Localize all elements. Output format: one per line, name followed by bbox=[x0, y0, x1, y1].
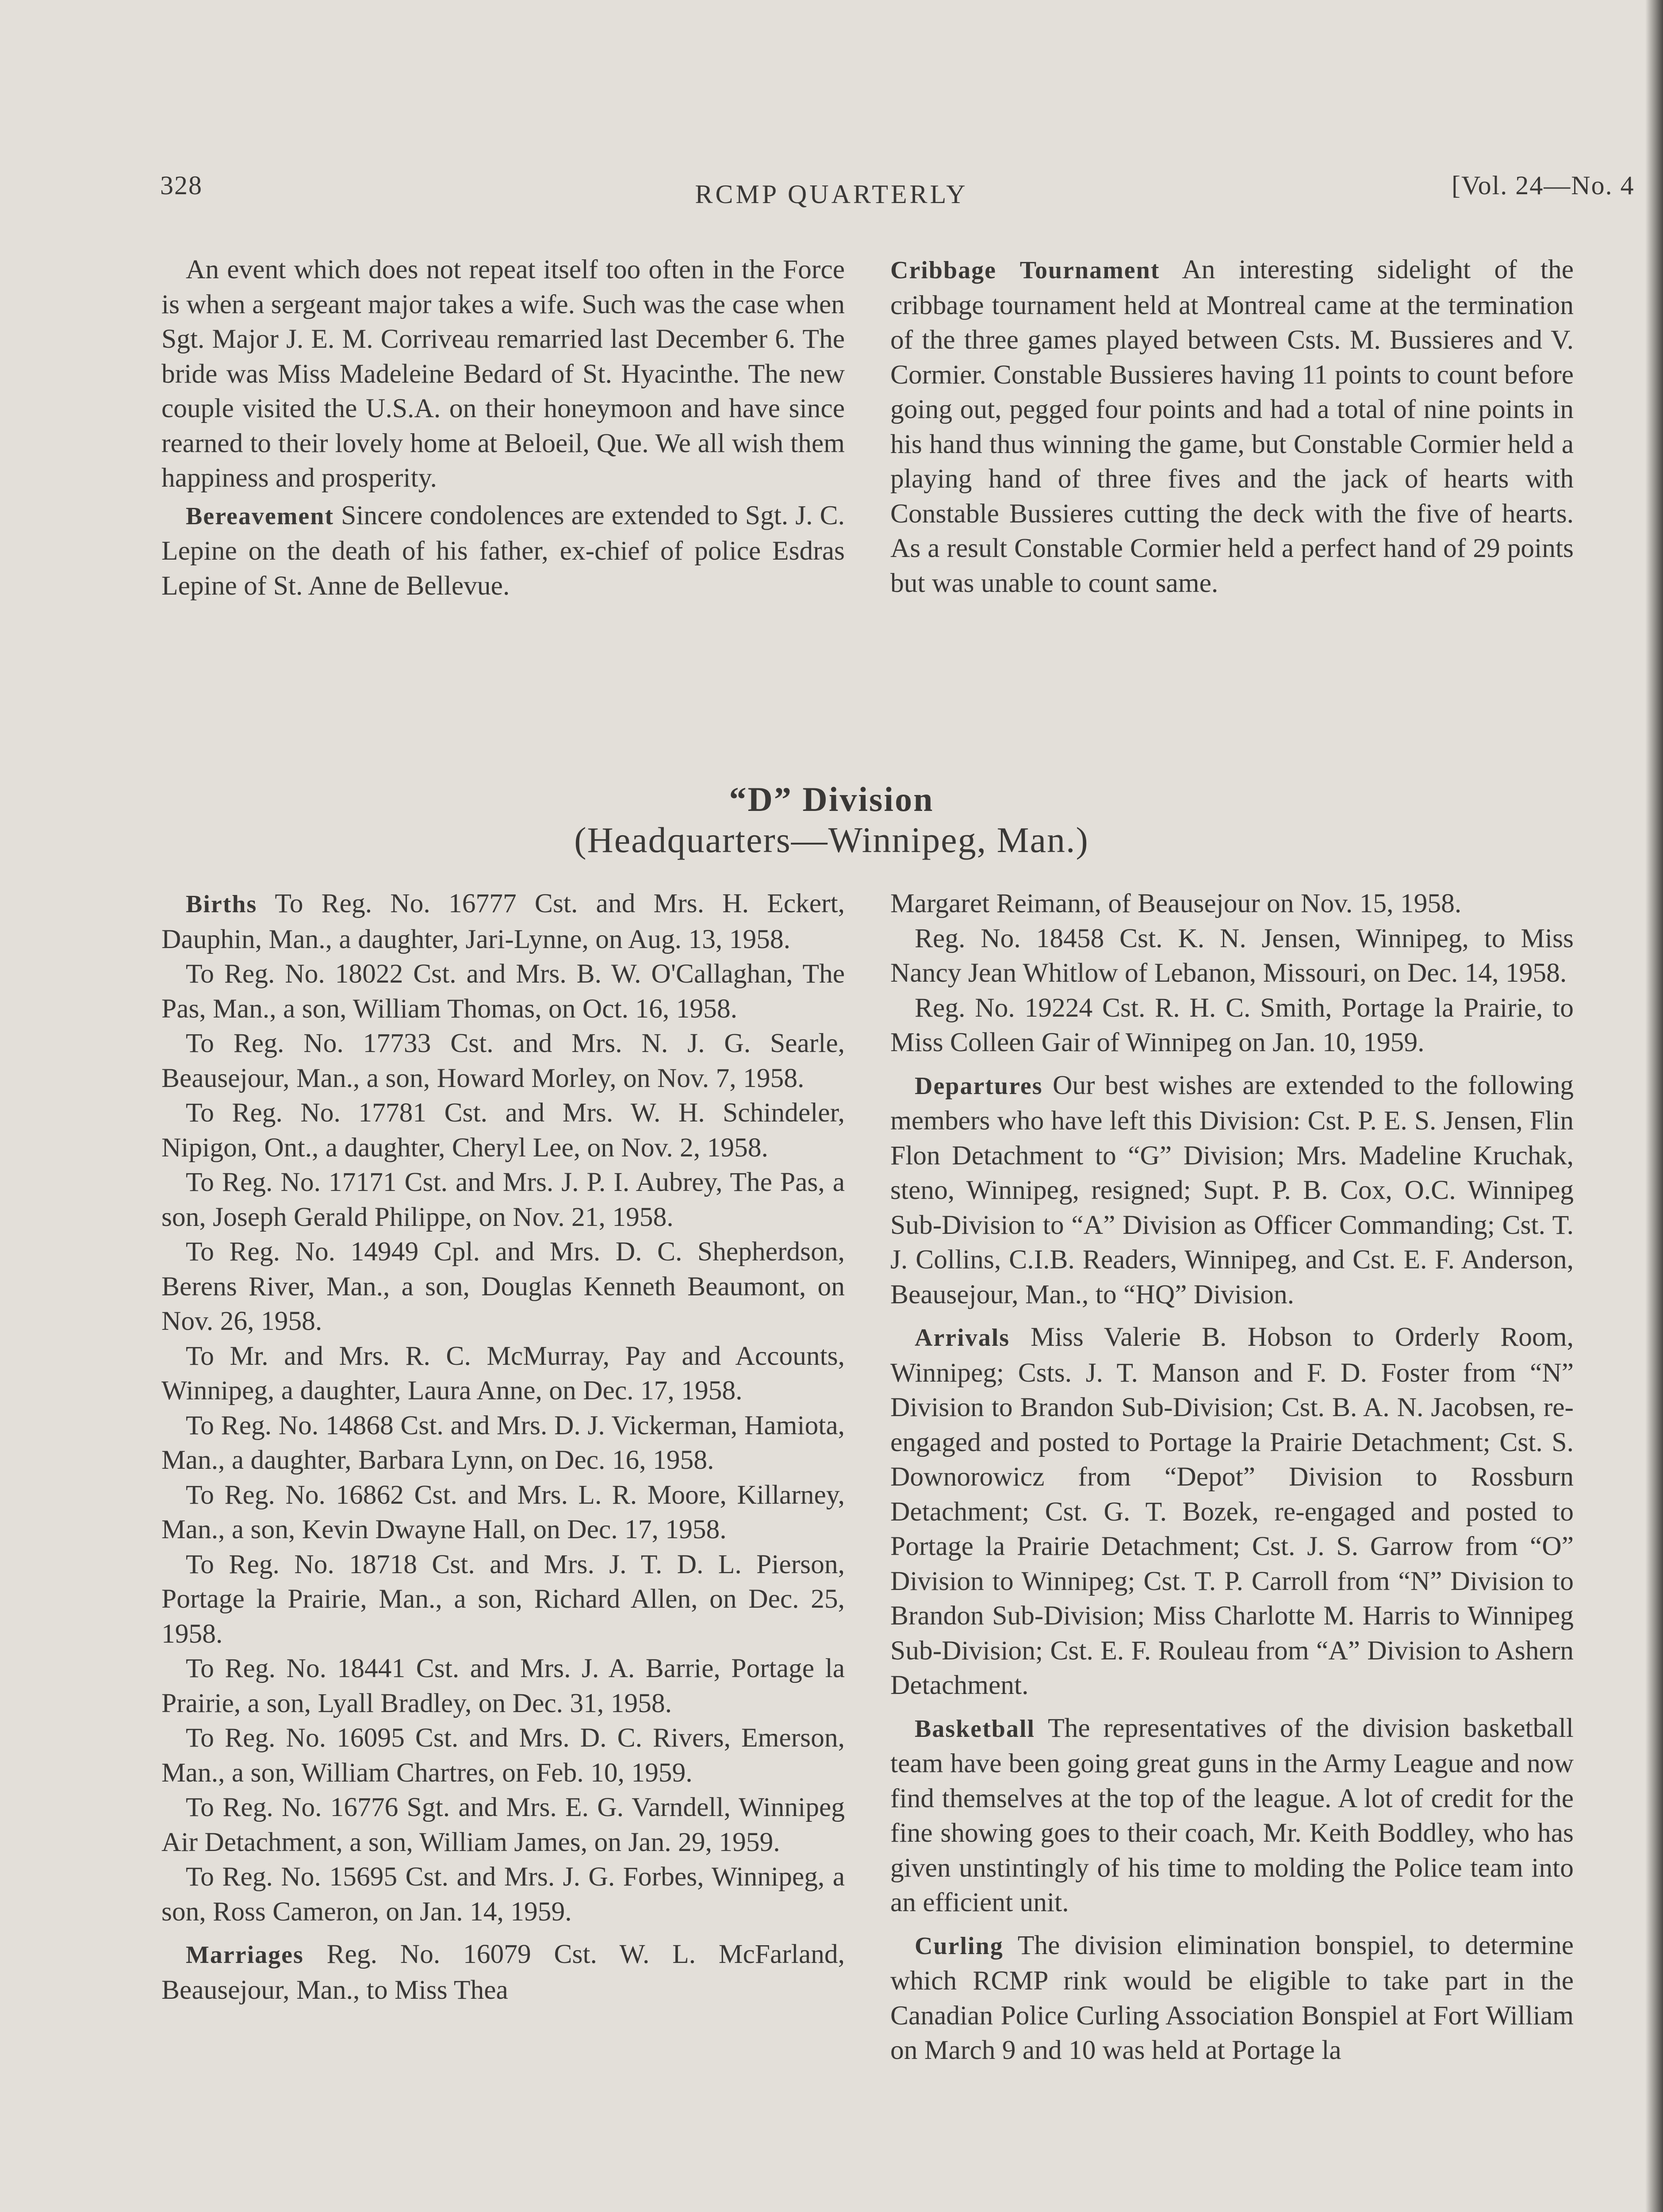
birth-entry: To Reg. No. 16776 Sgt. and Mrs. E. G. Varndell, Winnipeg Air Detachment, a son, William James, on Jan. 29, 1959. bbox=[161, 1792, 845, 1857]
section-heading-curling: Curling bbox=[915, 1932, 1004, 1960]
paragraph-departures bbox=[890, 1068, 1574, 1312]
paragraph-basketball bbox=[890, 1711, 1574, 1920]
column-bottom-left bbox=[161, 886, 845, 2007]
section-heading-marriages: Marriages bbox=[186, 1941, 304, 1969]
section-heading-cribbage: Cribbage Tournament bbox=[890, 257, 1160, 284]
birth-entry: To Reg. No. 17781 Cst. and Mrs. W. H. Schindeler, Nipigon, Ont., a daughter, Cheryl Lee, on Nov. 2, 1958. bbox=[161, 1098, 845, 1163]
birth-entry: To Reg. No. 18022 Cst. and Mrs. B. W. O'Callaghan, The Pas, Man., a son, William Thomas, on Oct. 16, 1958. bbox=[161, 959, 845, 1024]
division-subtitle: (Headquarters—Winnipeg, Man.) bbox=[574, 820, 1089, 860]
marriage-entry: Reg. No. 19224 Cst. R. H. C. Smith, Portage la Prairie, to Miss Colleen Gair of Winnipeg on Jan. 10, 1959. bbox=[890, 992, 1574, 1057]
cribbage-text: An interesting sidelight of the cribbage tournament held at Montreal came at the termination of the three games played between Csts. M. Bussieres and V. Cormier. Constable Bussieres having 11 points to count before going out, pegged four points and had a total of nine points in his hand thus winning the game, but Constable Cormier held a playing hand of three fives and the jack of hearts with Constable Bussieres cutting the deck with the five of hearts. As a result Constable Cormier held a perfect hand of 29 points but was unable to count same. bbox=[890, 254, 1574, 598]
marriage-entry: Reg. No. 18458 Cst. K. N. Jensen, Winnipeg, to Miss Nancy Jean Whitlow of Lebanon, Missouri, on Dec. 14, 1958. bbox=[890, 923, 1574, 988]
section-heading-arrivals: Arrivals bbox=[915, 1324, 1010, 1352]
birth-entry: To Mr. and Mrs. R. C. McMurray, Pay and Accounts, Winnipeg, a daughter, Laura Anne, on Dec. 17, 1958. bbox=[161, 1340, 845, 1406]
section-heading-basketball: Basketball bbox=[915, 1715, 1035, 1743]
marriages-text: Reg. No. 16079 Cst. W. L. McFarland, Beausejour, Man., to Miss Thea bbox=[161, 1939, 845, 2005]
column-top-left bbox=[161, 252, 845, 603]
birth-entry: To Reg. No. 18441 Cst. and Mrs. J. A. Barrie, Portage la Prairie, a son, Lyall Bradley, on Dec. 31, 1958. bbox=[161, 1653, 845, 1718]
birth-entry: To Reg. No. 14949 Cpl. and Mrs. D. C. Shepherdson, Berens River, Man., a son, Douglas Kenneth Beaumont, on Nov. 26, 1958. bbox=[161, 1237, 845, 1336]
birth-entry: To Reg. No. 15695 Cst. and Mrs. J. G. Forbes, Winnipeg, a son, Ross Cameron, on Jan. 14, 1959. bbox=[161, 1862, 845, 1927]
birth-entry: To Reg. No. 16862 Cst. and Mrs. L. R. Moore, Killarney, Man., a son, Kevin Dwayne Hall, on Dec. 17, 1958. bbox=[161, 1479, 845, 1544]
curling-text: The division elimination bonspiel, to determine which RCMP rink would be eligible to take part in the Canadian Police Curling Association Bonspiel at Fort William on March 9 and 10 was held at Portage la bbox=[890, 1930, 1574, 2065]
bereavement-text: Sincere condolences are extended to Sgt. J. C. Lepine on the death of his father, ex-chief of police Esdras Lepine of St. Anne de Bellevue. bbox=[161, 500, 845, 601]
basketball-text: The representatives of the division basketball team have been going great guns in the Army League and now find themselves at the top of the league. A lot of credit for the fine showing goes to their coach, Mr. Keith Boddley, who has given unstintingly of his time to molding the Police team into an efficient unit. bbox=[890, 1713, 1574, 1917]
paragraph-bereavement bbox=[161, 498, 845, 603]
section-heading-departures: Departures bbox=[915, 1072, 1043, 1100]
paragraph-cribbage bbox=[890, 252, 1574, 600]
paragraph-births bbox=[161, 886, 845, 956]
birth-entry: To Reg. No. 17733 Cst. and Mrs. N. J. G. Searle, Beausejour, Man., a son, Howard Morley, on Nov. 7, 1958. bbox=[161, 1028, 845, 1093]
departures-text: Our best wishes are extended to the following members who have left this Division: Cst. P. E. S. Jensen, Flin Flon Detachment to “G” Division; Mrs. Madeline Kruchak, steno, Winnipeg, resigned; Supt. P. B. Cox, O.C. Winnipeg Sub-Division to “A” Division as Officer Commanding; Cst. T. J. Collins, C.I.B. Readers, Winnipeg, and Cst. E. F. Anderson, Beausejour, Man., to “HQ” Division. bbox=[890, 1070, 1574, 1310]
section-heading-births: Births bbox=[186, 891, 257, 918]
column-top-right bbox=[890, 252, 1574, 600]
paragraph-arrivals bbox=[890, 1320, 1574, 1703]
journal-title: RCMP QUARTERLY bbox=[695, 180, 968, 209]
birth-entry: To Reg. No. 16095 Cst. and Mrs. D. C. Rivers, Emerson, Man., a son, William Chartres, on Feb. 10, 1959. bbox=[161, 1723, 845, 1788]
paragraph-marriages bbox=[161, 1937, 845, 2007]
arrivals-text: Miss Valerie B. Hobson to Orderly Room, Winnipeg; Csts. J. T. Manson and F. D. Foster from “N” Division to Brandon Sub-Division; Cst. B. A. N. Jacobsen, re-engaged and posted to Portage la Prairie Detachment; Cst. S. Downorowicz from “Depot” Division to Rossburn Detachment; Cst. G. T. Bozek, re-engaged and posted to Portage la Prairie Detachment; Cst. J. S. Garrow from “O” Division to Winnipeg; Cst. T. P. Carroll from “N” Division to Brandon Sub-Division; Miss Charlotte M. Harris to Winnipeg Sub-Division; Cst. E. F. Rouleau from “A” Division to Ashern Detachment. bbox=[890, 1322, 1574, 1700]
page-spine-shadow bbox=[1645, 0, 1663, 2212]
birth-entry: To Reg. No. 14868 Cst. and Mrs. D. J. Vickerman, Hamiota, Man., a daughter, Barbara Lynn, on Dec. 16, 1958. bbox=[161, 1410, 845, 1475]
paragraph-curling bbox=[890, 1928, 1574, 2068]
running-head bbox=[0, 170, 1663, 210]
volume-issue: [Vol. 24—No. 4 bbox=[1452, 171, 1635, 200]
birth-entry: To Reg. No. 17171 Cst. and Mrs. J. P. I. Aubrey, The Pas, a son, Joseph Gerald Philippe, on Nov. 21, 1958. bbox=[161, 1167, 845, 1232]
page-number: 328 bbox=[160, 171, 203, 200]
column-bottom-right bbox=[890, 886, 1574, 2068]
division-title: “D” Division bbox=[729, 780, 934, 818]
section-heading-bereavement: Bereavement bbox=[186, 502, 334, 530]
births-text: To Reg. No. 16777 Cst. and Mrs. H. Eckert, Dauphin, Man., a daughter, Jari-Lynne, on Aug. 13, 1958. bbox=[161, 888, 845, 954]
paragraph-wedding: An event which does not repeat itself too often in the Force is when a sergeant major takes a wife. Such was the case when Sgt. Major J. E. M. Corriveau remarried last December 6. The bride was Miss Madeleine Bedard of St. Hyacinthe. The new couple visited the U.S.A. on their honeymoon and have since rearned to their lovely home at Beloeil, Que. We all wish them happiness and prosperity. bbox=[161, 254, 845, 493]
marriage-entry-continued: Margaret Reimann, of Beausejour on Nov. 15, 1958. bbox=[890, 888, 1462, 918]
birth-entry: To Reg. No. 18718 Cst. and Mrs. J. T. D. L. Pierson, Portage la Prairie, Man., a son, Richard Allen, on Dec. 25, 1958. bbox=[161, 1549, 845, 1649]
